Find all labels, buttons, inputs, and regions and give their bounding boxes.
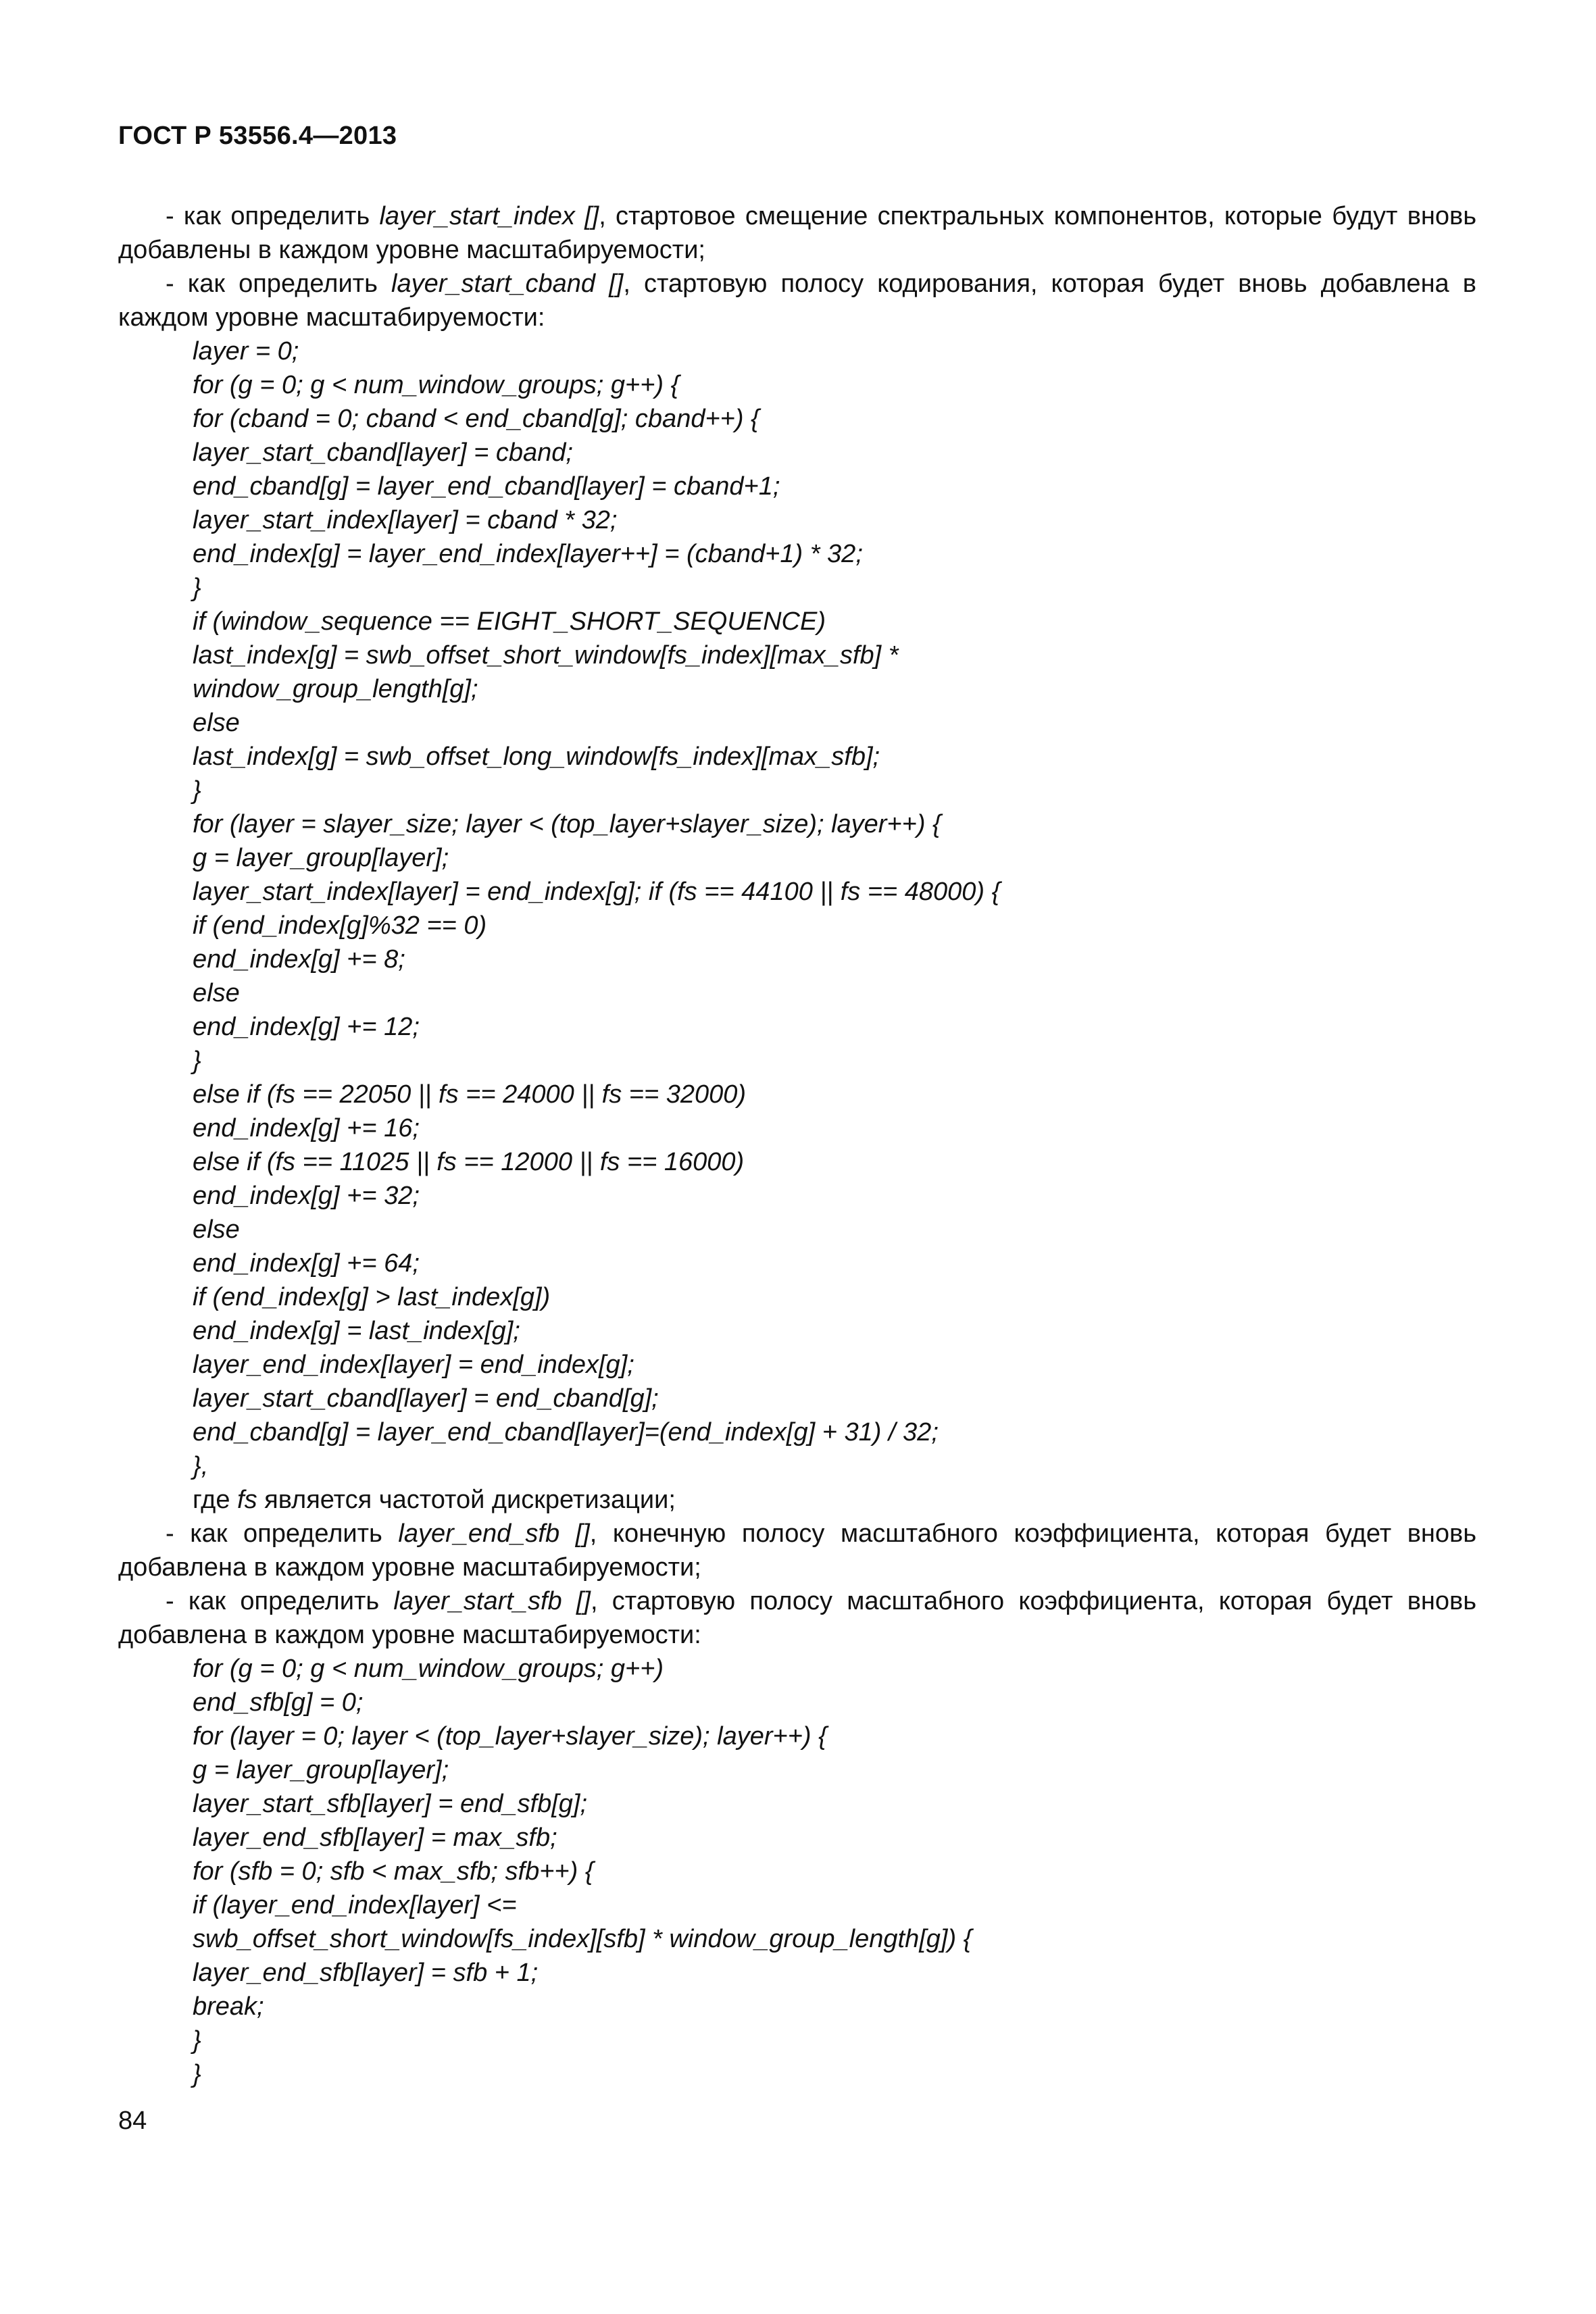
- where-line: [118, 1483, 1476, 1517]
- code-line: }: [193, 2060, 201, 2088]
- code-line: layer_start_cband[layer] = end_cband[g];: [193, 1384, 659, 1413]
- code-line: layer_start_cband[layer] = cband;: [193, 438, 573, 467]
- code-line: layer_end_sfb[layer] = max_sfb;: [193, 1823, 557, 1852]
- code-line: for (layer = slayer_size; layer < (top_layer+slayer_size); layer++) {: [193, 810, 941, 838]
- code-line: else if (fs == 22050 || fs == 24000 || fs == 32000): [193, 1080, 747, 1109]
- para-text: , стартовую полосу масштабного коэффициента, которая будет вновь добавлена в каждом уровне масштабируемости:: [118, 1587, 1476, 1649]
- code-line: end_index[g] += 16;: [193, 1114, 420, 1142]
- code-line: layer_end_index[layer] = end_index[g];: [193, 1351, 634, 1379]
- para-text: - как определить: [166, 1587, 394, 1615]
- paragraph-layer-end-sfb: [118, 1517, 1476, 1584]
- page-number: 84: [118, 2107, 147, 2135]
- code-line: swb_offset_short_window[fs_index][sfb] * window_group_length[g]) {: [193, 1925, 972, 1953]
- term: layer_start_sfb []: [393, 1587, 591, 1615]
- code-line: layer_start_index[layer] = end_index[g]; if (fs == 44100 || fs == 48000) {: [193, 878, 1001, 906]
- code-line: for (g = 0; g < num_window_groups; g++) {: [193, 371, 680, 399]
- code-line: end_index[g] = last_index[g];: [193, 1317, 520, 1345]
- code-line: for (layer = 0; layer < (top_layer+slayer_size); layer++) {: [193, 1722, 827, 1751]
- document-header: ГОСТ Р 53556.4—2013: [118, 122, 397, 150]
- para-text: - как определить: [166, 202, 380, 230]
- code-line: g = layer_group[layer];: [193, 1756, 449, 1784]
- document-body: [118, 199, 1476, 2091]
- para-text: , конечную полосу масштабного коэффициента, которая будет вновь добавлена в каждом уровне масштабируемости;: [118, 1519, 1476, 1582]
- para-text: , стартовую полосу кодирования, которая будет вновь добавлена в каждом уровне масштабируемости:: [118, 270, 1476, 332]
- code-block-sfb: [118, 1652, 1476, 2091]
- para-text: , стартовое смещение спектральных компонентов, которые будут вновь добавлены в каждом уровне масштабируемости;: [118, 202, 1476, 264]
- code-line: last_index[g] = swb_offset_long_window[fs_index][max_sfb];: [193, 743, 880, 771]
- code-line: window_group_length[g];: [193, 675, 478, 703]
- code-line: g = layer_group[layer];: [193, 844, 449, 872]
- code-line: end_index[g] += 12;: [193, 1013, 420, 1041]
- term: layer_end_sfb []: [398, 1519, 590, 1548]
- code-line: },: [193, 1452, 209, 1480]
- paragraph-layer-start-index: [118, 199, 1476, 267]
- code-line: end_cband[g] = layer_end_cband[layer]=(end_index[g] + 31) / 32;: [193, 1418, 939, 1447]
- code-line: if (end_index[g]%32 == 0): [193, 911, 487, 940]
- code-line: layer_start_index[layer] = cband * 32;: [193, 506, 618, 534]
- code-line: else: [193, 1215, 240, 1244]
- code-line: layer_end_sfb[layer] = sfb + 1;: [193, 1959, 539, 1987]
- code-line: end_index[g] += 8;: [193, 945, 405, 974]
- code-line: if (end_index[g] > last_index[g]): [193, 1283, 551, 1311]
- code-line: }: [193, 776, 201, 805]
- code-line: }: [193, 1047, 201, 1075]
- para-text: - как определить: [166, 1519, 399, 1548]
- code-line: else: [193, 979, 240, 1007]
- code-line: end_index[g] += 64;: [193, 1249, 420, 1278]
- paragraph-layer-start-sfb: [118, 1584, 1476, 1652]
- code-line: else: [193, 709, 240, 737]
- paragraph-layer-start-cband: [118, 267, 1476, 334]
- code-line: for (sfb = 0; sfb < max_sfb; sfb++) {: [193, 1857, 594, 1886]
- para-text: где: [193, 1486, 238, 1514]
- code-line: if (layer_end_index[layer] <=: [193, 1891, 517, 1919]
- code-line: last_index[g] = swb_offset_short_window[fs_index][max_sfb] *: [193, 641, 899, 670]
- para-text: - как определить: [166, 270, 391, 298]
- code-line: else if (fs == 11025 || fs == 12000 || fs == 16000): [193, 1148, 745, 1176]
- para-text: является частотой дискретизации;: [257, 1486, 676, 1514]
- code-line: for (cband = 0; cband < end_cband[g]; cband++) {: [193, 405, 759, 433]
- code-line: for (g = 0; g < num_window_groups; g++): [193, 1655, 664, 1683]
- code-line: if (window_sequence == EIGHT_SHORT_SEQUENCE): [193, 607, 826, 636]
- code-block-cband: [118, 334, 1476, 1483]
- code-line: end_sfb[g] = 0;: [193, 1688, 364, 1717]
- term: layer_start_cband []: [391, 270, 624, 298]
- term: layer_start_index []: [379, 202, 599, 230]
- code-line: layer = 0;: [193, 337, 299, 366]
- code-line: layer_start_sfb[layer] = end_sfb[g];: [193, 1790, 588, 1818]
- code-line: break;: [193, 1992, 264, 2021]
- code-line: end_cband[g] = layer_end_cband[layer] = cband+1;: [193, 472, 780, 501]
- term: fs: [237, 1486, 257, 1514]
- code-line: end_index[g] += 32;: [193, 1182, 420, 1210]
- code-line: }: [193, 574, 201, 602]
- code-line: end_index[g] = layer_end_index[layer++] = (cband+1) * 32;: [193, 540, 863, 568]
- code-line: }: [193, 2026, 201, 2055]
